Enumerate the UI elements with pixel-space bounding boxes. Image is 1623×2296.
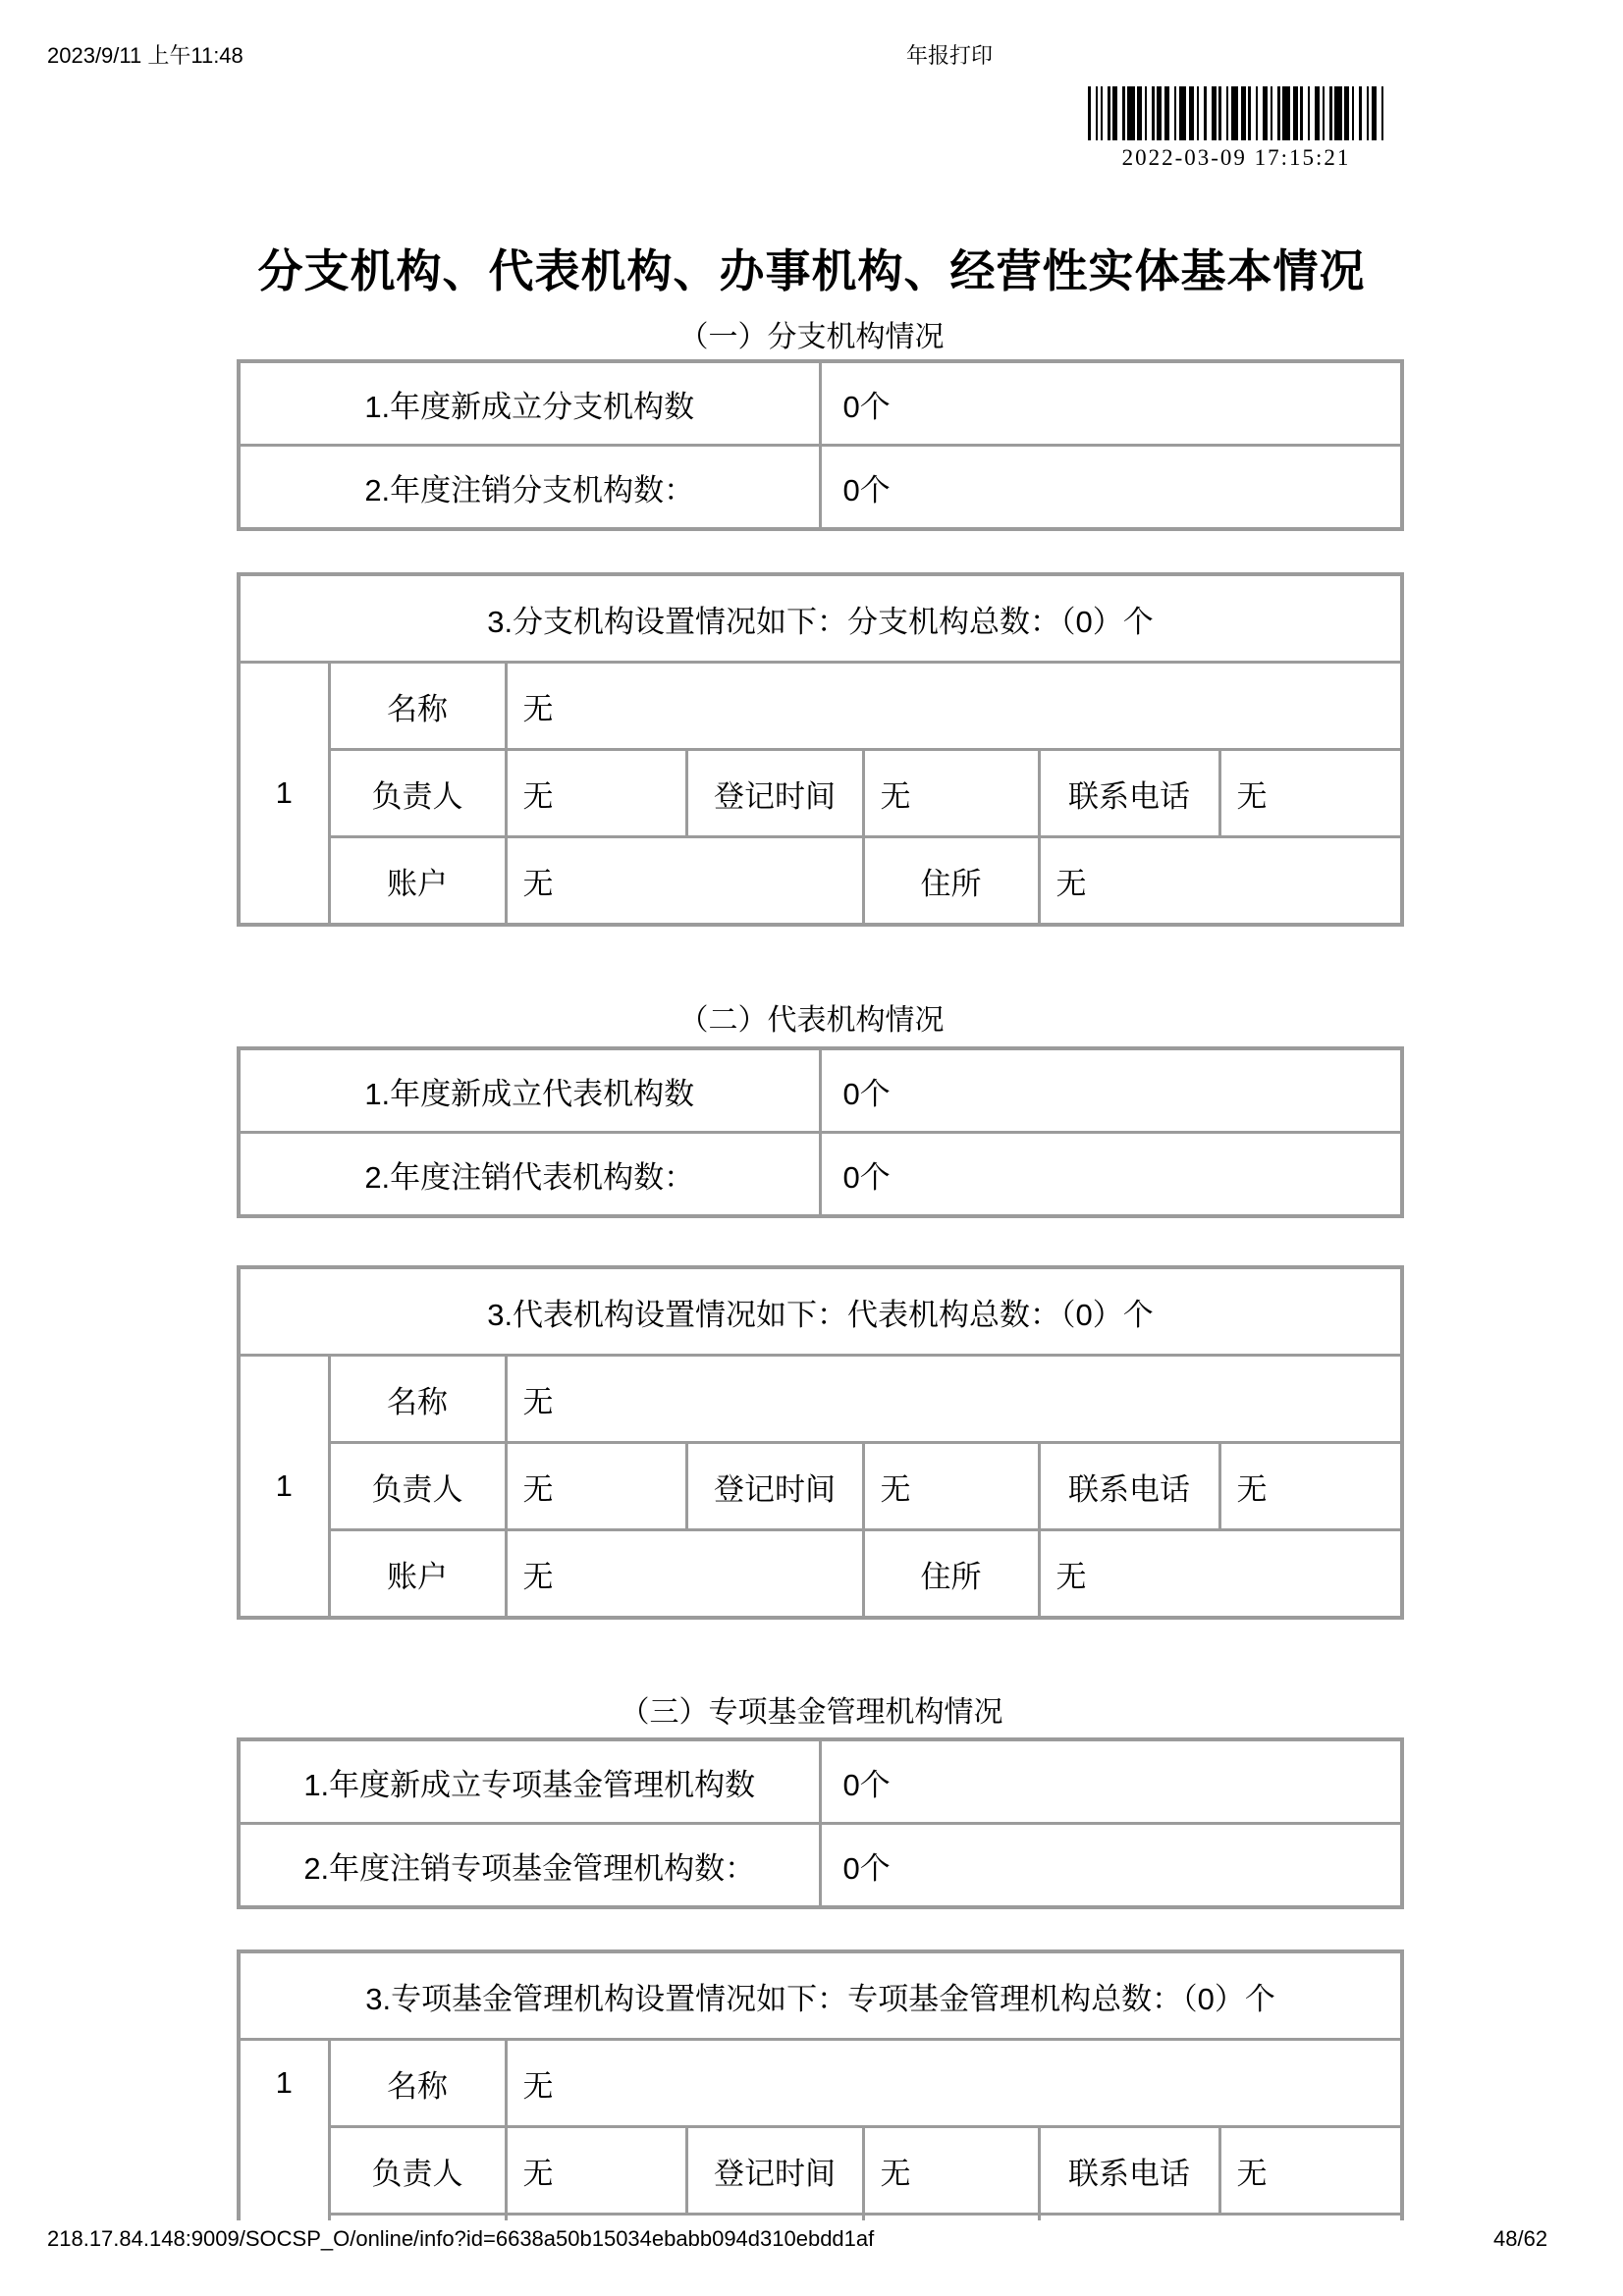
row-index-number: 1 (275, 2065, 293, 2100)
account-value: 无 (506, 837, 863, 926)
table-row (239, 1133, 1402, 1217)
row-index: 1 (239, 663, 329, 926)
name-value: 无 (506, 663, 1402, 750)
representative-detail-table (237, 1265, 1404, 1620)
section-heading-branch: （一）分支机构情况 (678, 321, 945, 353)
page-number: 48/62 (1493, 2226, 1548, 2251)
special-fund-summary-table (237, 1737, 1404, 1909)
summary-row-label: 2.年度注销分支机构数： (239, 446, 820, 530)
barcode (1088, 86, 1384, 171)
address-value (1039, 2215, 1402, 2221)
branch-detail-table (237, 572, 1404, 927)
row-index: 1 (239, 1356, 329, 1619)
summary-row-value: 0个 (820, 1048, 1402, 1133)
regtime-label: 登记时间 (686, 750, 863, 837)
print-doc-name: 年报打印 (906, 43, 994, 68)
footer-url: 218.17.84.148:9009/SOCSP_O/online/info?id=6638a50b15034ebabb094d310ebdd1af (47, 2226, 875, 2251)
address-value: 无 (1039, 837, 1402, 926)
summary-row-value: 0个 (820, 361, 1402, 446)
address-value: 无 (1039, 1530, 1402, 1619)
section-heading-special-fund: （三）专项基金管理机构情况 (620, 1696, 1003, 1729)
summary-row-value: 0个 (820, 1824, 1402, 1908)
special-fund-detail-table (237, 1949, 1404, 2220)
phone-label: 联系电话 (1039, 750, 1219, 837)
summary-row-value: 0个 (820, 1739, 1402, 1824)
name-value: 无 (506, 1356, 1402, 1443)
page-cut-clip (235, 1949, 1409, 2220)
summary-row-label: 1.年度新成立代表机构数 (239, 1048, 820, 1133)
leader-value: 无 (506, 2127, 686, 2215)
summary-row-value: 0个 (820, 446, 1402, 530)
table-row (239, 574, 1402, 663)
section-heading-representative: （二）代表机构情况 (678, 1004, 945, 1037)
page-title: 分支机构、代表机构、办事机构、经营性实体基本情况 (257, 245, 1366, 296)
table-row (239, 1443, 1402, 1530)
table-row (239, 1530, 1402, 1619)
account-label: 账户 (329, 837, 506, 926)
detail-header: 3.专项基金管理机构设置情况如下：专项基金管理机构总数：（0）个 (239, 1951, 1402, 2040)
barcode-image (1088, 86, 1384, 140)
phone-value: 无 (1219, 750, 1402, 837)
detail-header: 3.代表机构设置情况如下：代表机构总数：（0）个 (239, 1267, 1402, 1356)
regtime-label: 登记时间 (686, 1443, 863, 1530)
table-row (239, 1824, 1402, 1908)
summary-row-label: 1.年度新成立专项基金管理机构数 (239, 1739, 820, 1824)
regtime-value: 无 (863, 750, 1039, 837)
table-row (239, 361, 1402, 446)
phone-value: 无 (1219, 1443, 1402, 1530)
summary-row-label: 2.年度注销代表机构数： (239, 1133, 820, 1217)
address-label (863, 2215, 1039, 2221)
name-value: 无 (506, 2040, 1402, 2127)
name-label: 名称 (329, 663, 506, 750)
table-row (239, 1739, 1402, 1824)
leader-label: 负责人 (329, 750, 506, 837)
table-row (239, 2040, 1402, 2127)
account-label: 账户 (329, 1530, 506, 1619)
detail-header: 3.分支机构设置情况如下：分支机构总数：（0）个 (239, 574, 1402, 663)
table-row (239, 1951, 1402, 2040)
address-label: 住所 (863, 1530, 1039, 1619)
table-row (239, 446, 1402, 530)
barcode-timestamp: 2022-03-09 17:15:21 (1121, 145, 1351, 170)
address-label: 住所 (863, 837, 1039, 926)
print-datetime: 2023/9/11 上午11:48 (47, 43, 243, 68)
leader-value: 无 (506, 750, 686, 837)
table-row (239, 1048, 1402, 1133)
table-row (239, 2127, 1402, 2215)
summary-row-label: 2.年度注销专项基金管理机构数： (239, 1824, 820, 1908)
table-row (239, 663, 1402, 750)
account-value (506, 2215, 863, 2221)
phone-label: 联系电话 (1039, 1443, 1219, 1530)
row-index (239, 2040, 329, 2221)
account-label (329, 2215, 506, 2221)
leader-value: 无 (506, 1443, 686, 1530)
regtime-value: 无 (863, 2127, 1039, 2215)
table-row (239, 1356, 1402, 1443)
name-label: 名称 (329, 1356, 506, 1443)
account-value: 无 (506, 1530, 863, 1619)
leader-label: 负责人 (329, 1443, 506, 1530)
table-row-clipped (239, 2215, 1402, 2221)
representative-summary-table (237, 1046, 1404, 1218)
summary-row-label: 1.年度新成立分支机构数 (239, 361, 820, 446)
regtime-label: 登记时间 (686, 2127, 863, 2215)
summary-row-value: 0个 (820, 1133, 1402, 1217)
phone-label: 联系电话 (1039, 2127, 1219, 2215)
branch-summary-table (237, 359, 1404, 531)
phone-value: 无 (1219, 2127, 1402, 2215)
table-row (239, 1267, 1402, 1356)
name-label: 名称 (329, 2040, 506, 2127)
table-row (239, 837, 1402, 926)
regtime-value: 无 (863, 1443, 1039, 1530)
table-row (239, 750, 1402, 837)
leader-label: 负责人 (329, 2127, 506, 2215)
